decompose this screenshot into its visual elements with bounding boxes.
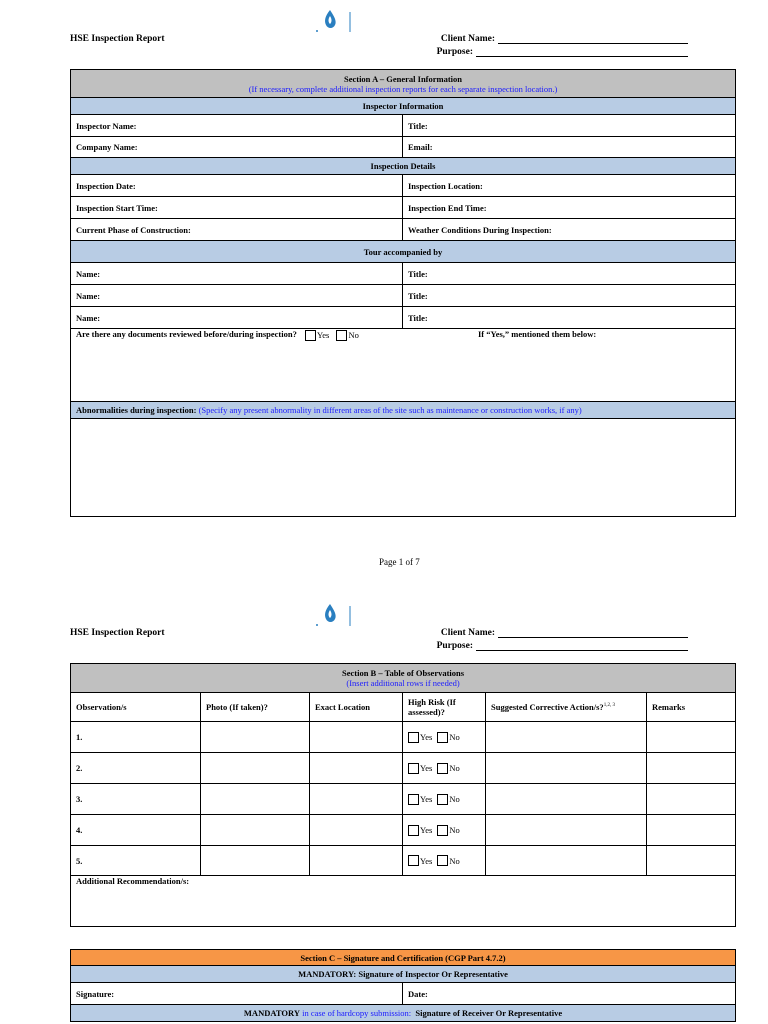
hardcopy-note: in case of hardcopy submission: — [299, 1008, 412, 1018]
risk-no-checkbox[interactable] — [437, 855, 448, 866]
remarks-cell[interactable] — [647, 784, 736, 815]
abnormalities-label: Abnormalities during inspection: — [76, 405, 197, 415]
risk-no-label: No — [449, 732, 460, 743]
risk-yes-label: Yes — [420, 825, 433, 836]
section-c-table — [70, 949, 736, 1022]
risk-yes-label: Yes — [420, 763, 433, 774]
tour-title-3[interactable]: Title: — [403, 307, 736, 329]
docs-no-checkbox[interactable] — [336, 330, 347, 341]
additional-recommendations[interactable]: Additional Recommendation/s: — [71, 876, 736, 927]
observation-row-5[interactable]: 5. — [71, 846, 201, 876]
photo-cell[interactable] — [201, 722, 310, 753]
risk-no-checkbox[interactable] — [437, 794, 448, 805]
phase-field[interactable]: Current Phase of Construction: — [71, 219, 403, 241]
photo-cell[interactable] — [201, 846, 310, 876]
inspector-title-field[interactable]: Title: — [403, 115, 736, 137]
purpose-label: Purpose: — [436, 47, 473, 57]
observation-row-3[interactable]: 3. — [71, 784, 201, 815]
risk-no-checkbox[interactable] — [437, 825, 448, 836]
inspector-name-field[interactable]: Inspector Name: — [71, 115, 403, 137]
purpose-label: Purpose: — [436, 641, 473, 651]
documents-question: Are there any documents reviewed before/during inspection? — [76, 329, 297, 339]
risk-no-label: No — [449, 763, 460, 774]
tour-title-2[interactable]: Title: — [403, 285, 736, 307]
inspection-details-header: Inspection Details — [71, 158, 736, 175]
date-field[interactable]: Date: — [403, 983, 736, 1005]
col-corrective-label: Suggested Corrective Action/s? — [491, 702, 604, 712]
tour-name-1[interactable]: Name: — [71, 263, 403, 285]
risk-yes-label: Yes — [420, 855, 433, 866]
documents-row[interactable] — [71, 329, 736, 402]
photo-cell[interactable] — [201, 815, 310, 846]
abnormalities-note: (Specify any present abnormality in different areas of the site such as maintenance or construction works, if any) — [198, 405, 582, 415]
observation-row-4[interactable]: 4. — [71, 815, 201, 846]
purpose-field[interactable] — [400, 641, 688, 651]
section-a-header — [71, 70, 736, 98]
photo-cell[interactable] — [201, 784, 310, 815]
receiver-signature-text: Signature of Receiver Or Representative — [411, 1008, 563, 1018]
end-time-field[interactable]: Inspection End Time: — [403, 197, 736, 219]
risk-no-label: No — [449, 855, 460, 866]
client-name-label: Client Name: — [440, 628, 495, 638]
docs-yes-checkbox[interactable] — [305, 330, 316, 341]
section-b-title: Section B – Table of Observations — [341, 668, 465, 678]
section-b-header — [71, 664, 736, 693]
inspector-info-header: Inspector Information — [71, 98, 736, 115]
col-observation: Observation/s — [71, 693, 201, 722]
section-a-table — [70, 69, 736, 517]
mandatory-label: MANDATORY — [243, 1008, 300, 1018]
photo-cell[interactable] — [201, 753, 310, 784]
tour-title-1[interactable]: Title: — [403, 263, 736, 285]
risk-no-checkbox[interactable] — [437, 763, 448, 774]
abnormalities-header — [71, 402, 736, 419]
col-remarks: Remarks — [647, 693, 736, 722]
action-cell[interactable] — [486, 784, 647, 815]
col-location: Exact Location — [310, 693, 403, 722]
remarks-cell[interactable] — [647, 846, 736, 876]
tour-name-3[interactable]: Name: — [71, 307, 403, 329]
client-name-field[interactable] — [400, 34, 688, 44]
risk-no-checkbox[interactable] — [437, 732, 448, 743]
location-cell[interactable] — [310, 784, 403, 815]
docs-yes-label: Yes — [316, 330, 330, 341]
col-photo: Photo (If taken)? — [201, 693, 310, 722]
risk-yes-checkbox[interactable] — [408, 763, 419, 774]
tour-name-2[interactable]: Name: — [71, 285, 403, 307]
risk-yes-checkbox[interactable] — [408, 825, 419, 836]
location-cell[interactable] — [310, 722, 403, 753]
inspection-location-field[interactable]: Inspection Location: — [403, 175, 736, 197]
documents-followup: If “Yes,” mentioned them below: — [477, 329, 597, 339]
col-corrective-action — [486, 693, 647, 722]
section-b-table — [70, 663, 736, 927]
risk-yes-checkbox[interactable] — [408, 794, 419, 805]
remarks-cell[interactable] — [647, 753, 736, 784]
location-cell[interactable] — [310, 815, 403, 846]
weather-field[interactable]: Weather Conditions During Inspection: — [403, 219, 736, 241]
company-logo — [312, 6, 352, 34]
risk-cell — [403, 722, 486, 753]
client-name-field[interactable] — [400, 628, 688, 638]
col-high-risk: High Risk (If assessed)? — [403, 693, 486, 722]
mandatory-label: MANDATORY — [298, 969, 354, 979]
inspector-signature-header — [71, 966, 736, 983]
docs-no-label: No — [348, 330, 359, 341]
remarks-cell[interactable] — [647, 815, 736, 846]
page-number: Page 1 of 7 — [379, 557, 420, 567]
action-cell[interactable] — [486, 815, 647, 846]
observation-row-1[interactable]: 1. — [71, 722, 201, 753]
risk-yes-checkbox[interactable] — [408, 732, 419, 743]
email-field[interactable]: Email: — [403, 137, 736, 158]
inspector-signature-text: : Signature of Inspector Or Representative — [353, 969, 508, 979]
action-cell[interactable] — [486, 846, 647, 876]
observation-row-2[interactable]: 2. — [71, 753, 201, 784]
purpose-field[interactable] — [400, 47, 688, 57]
company-name-field[interactable]: Company Name: — [71, 137, 403, 158]
section-b-subtitle: (Insert additional rows if needed) — [346, 678, 460, 688]
risk-yes-label: Yes — [420, 732, 433, 743]
risk-no-label: No — [449, 794, 460, 805]
risk-cell — [403, 846, 486, 876]
remarks-cell[interactable] — [647, 722, 736, 753]
risk-cell — [403, 784, 486, 815]
section-c-header: Section C – Signature and Certification (CGP Part 4.7.2) — [71, 950, 736, 966]
risk-cell — [403, 815, 486, 846]
client-name-label: Client Name: — [440, 34, 495, 44]
location-cell[interactable] — [310, 753, 403, 784]
action-cell[interactable] — [486, 753, 647, 784]
section-a-subtitle: (If necessary, complete additional inspection reports for each separate inspection location.) — [248, 83, 558, 94]
start-time-field[interactable]: Inspection Start Time: — [71, 197, 403, 219]
action-cell[interactable] — [486, 722, 647, 753]
report-title: HSE Inspection Report — [70, 628, 165, 638]
report-title: HSE Inspection Report — [70, 34, 165, 44]
company-logo — [312, 600, 352, 628]
risk-yes-checkbox[interactable] — [408, 855, 419, 866]
footnote-marker: 1,2, 3 — [603, 703, 615, 709]
receiver-signature-header — [71, 1005, 736, 1022]
risk-no-label: No — [449, 825, 460, 836]
risk-cell — [403, 753, 486, 784]
tour-header: Tour accompanied by — [71, 241, 736, 263]
section-a-title: Section A – General Information — [343, 73, 463, 84]
signature-field[interactable]: Signature: — [71, 983, 403, 1005]
location-cell[interactable] — [310, 846, 403, 876]
risk-yes-label: Yes — [420, 794, 433, 805]
inspection-date-field[interactable]: Inspection Date: — [71, 175, 403, 197]
abnormalities-textarea[interactable] — [71, 419, 736, 517]
